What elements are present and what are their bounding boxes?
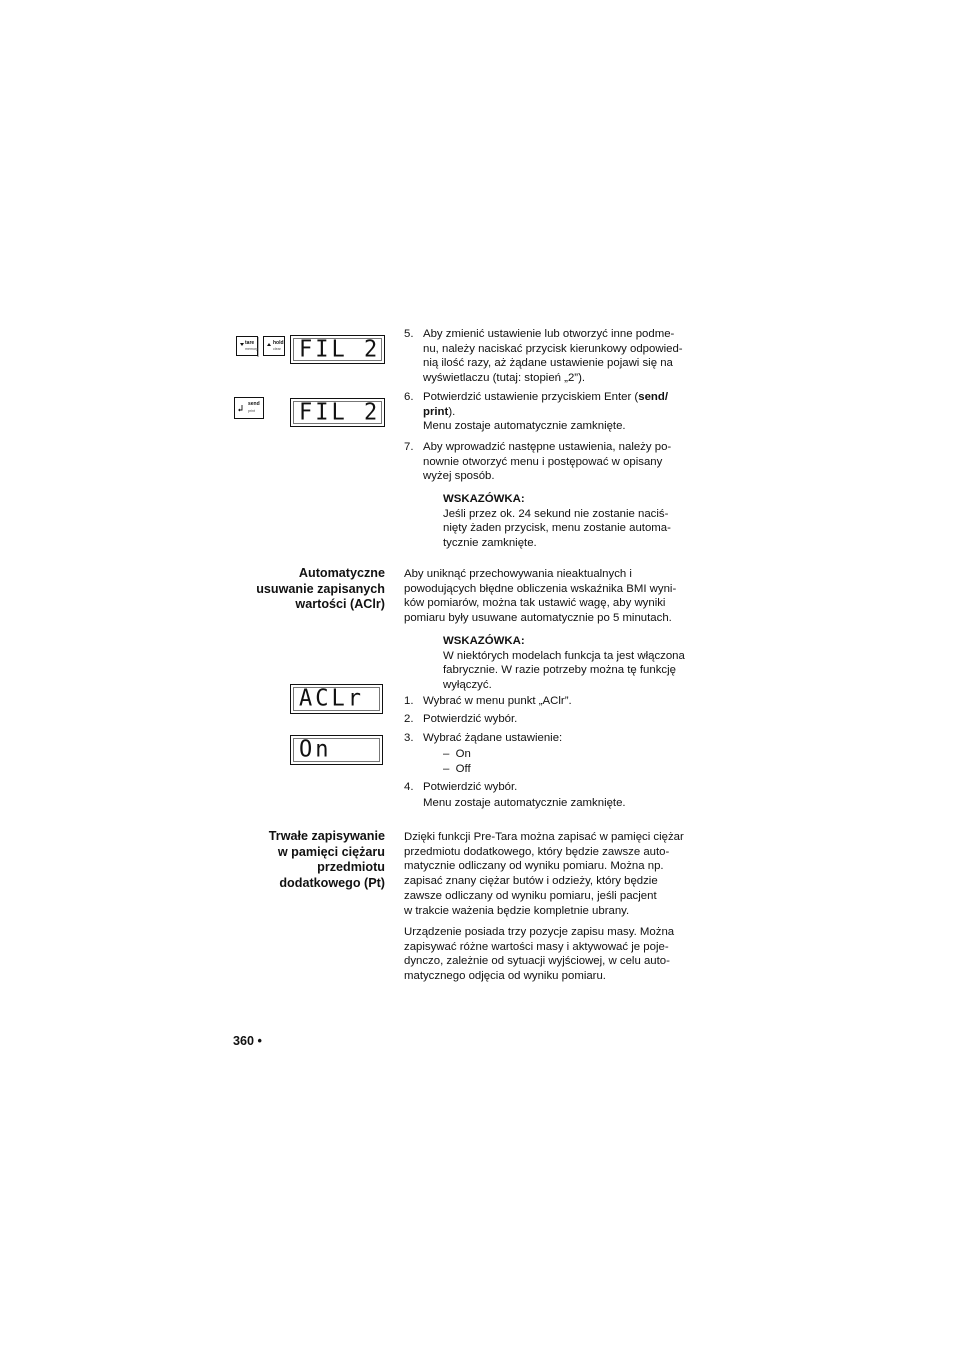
aclr-step-3: Wybrać żądane ustawienie: [423, 732, 563, 744]
aclr-step-1: Wybrać w menu punkt „AClr”. [423, 695, 572, 707]
pt-paragraph-2: Urządzenie posiada trzy pozycje zapisu masy. Można zapisywać różne wartości masy i aktywować je poje- dynczo, zależnie od sytuacji wyjściowej, w celu auto- matycznego odjęcia od wyniku pomiaru. [404, 926, 675, 983]
note-title: WSKAZÓWKA: [443, 493, 525, 505]
step-number: 2. [404, 713, 414, 725]
pt-paragraph-1: Dzięki funkcji Pre-Tara można zapisać w pamięci ciężar przedmiotu dodatkowego, który będzie zawsze auto- matycznie odliczany od wyniku pomiaru. Można np. zapisać znany ciężar butów i odzieży, który będzie zawsze odliczany od wyniku pomiaru, jeśli pacjent w trakcie ważenia będzie kompletnie ubrany. [404, 831, 684, 917]
step-6-post: ). [448, 405, 456, 418]
note-text: W niektórych modelach funkcja ta jest włączona fabrycznie. W razie potrzeby można tę funkcję wyłączyć. [443, 649, 685, 692]
lcd-display-aclr [290, 684, 383, 714]
step-7-text: Aby wprowadzić następne ustawienia, należy po- nownie otworzyć menu i postępować w opisany wyżej sposób. [423, 441, 672, 483]
aclr-step-2: Potwierdzić wybór. [423, 713, 518, 725]
option-off: – Off [443, 763, 471, 775]
step-5-text: Aby zmienić ustawienie lub otworzyć inne podme- nu, należy naciskać przycisk kierunkowy odpowied- nią ilość razy, aż żądane ustawienie pojawi się na wyświetlaczu (tutaj: stopień „2”). [423, 328, 683, 385]
lcd-text: FIL 2 [299, 336, 381, 363]
lcd-text: FIL 2 [299, 399, 381, 426]
note-title: WSKAZÓWKA: [443, 635, 525, 647]
lcd-text: On [299, 736, 332, 763]
step-number: 3. [404, 732, 414, 744]
section-heading-pt: Trwałe zapisywanie w pamięci ciężaru przedmiotu dodatkowego (Pt) [268, 829, 385, 890]
option-on: – On [443, 748, 471, 760]
step-number: 4. [404, 781, 414, 793]
note-text: Jeśli przez ok. 24 sekund nie zostanie naciś- nięty żaden przycisk, menu zostanie automa- tycznie zamknięte. [443, 507, 671, 550]
step-number: 6. [404, 391, 414, 403]
key-sub-label: print [248, 409, 255, 413]
lcd-text: ACLr [299, 685, 364, 712]
key-sub-label: clear [273, 347, 281, 351]
print-key-label: print [423, 405, 449, 418]
aclr-step-4-note: Menu zostaje automatycznie zamknięte. [423, 797, 626, 809]
step-number: 7. [404, 441, 414, 453]
lcd-display-fil-confirmed [290, 398, 385, 427]
key-sub-label: memory [245, 347, 258, 351]
step-number: 1. [404, 695, 414, 707]
step-6-line3: Menu zostaje automatycznie zamknięte. [423, 420, 626, 433]
lcd-display-on [290, 735, 383, 765]
note-box [443, 634, 695, 693]
enter-key-send-print[interactable] [234, 397, 264, 419]
lcd-display-fil [290, 335, 385, 364]
key-label: hold [273, 340, 284, 346]
down-key-tare-memory[interactable] [236, 336, 258, 356]
note-box [443, 492, 695, 551]
step-6-pre: Potwierdzić ustawienie przyciskiem Enter ( [423, 391, 639, 403]
step-number: 5. [404, 328, 414, 340]
key-label: send [248, 401, 260, 407]
send-key-label: send/ [638, 391, 668, 403]
aclr-step-4: Potwierdzić wybór. [423, 781, 518, 793]
page-number: 360 • [233, 1034, 262, 1048]
key-label: tare [245, 340, 255, 346]
aclr-intro: Aby uniknąć przechowywania nieaktualnych i powodujących błędne obliczenia wskaźnika BMI wyni- ków pomiarów, można tak ustawić wagę, aby wyniki pomiaru były usuwane automatycznie po 5 minutach. [404, 568, 677, 625]
step-6-text [423, 390, 695, 434]
section-heading-aclr: Automatyczne usuwanie zapisanych wartości (AClr) [256, 566, 385, 612]
up-key-hold-clear[interactable] [263, 336, 285, 356]
